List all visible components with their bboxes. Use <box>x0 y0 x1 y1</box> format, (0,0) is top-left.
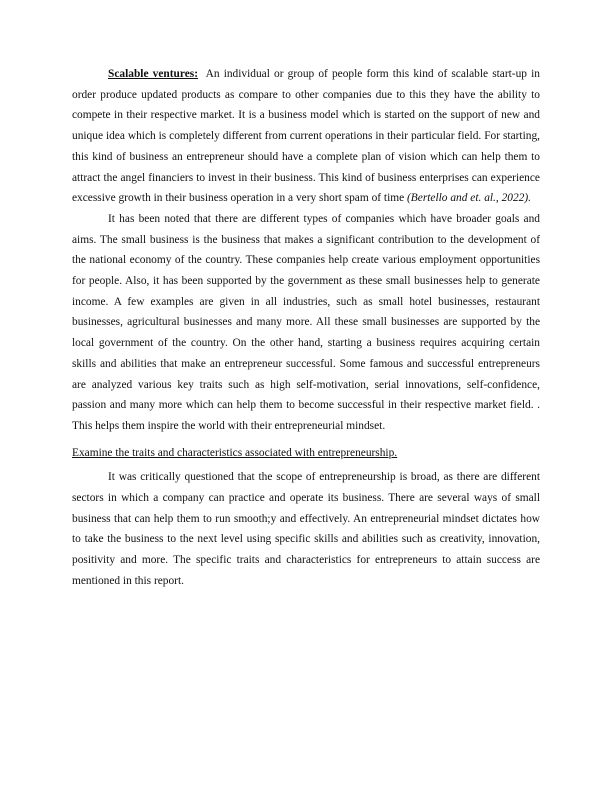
document-page <box>72 64 540 592</box>
scalable-ventures-heading: Scalable ventures: <box>108 68 198 80</box>
citation-bertello: (Bertello and et. al., 2022). <box>407 192 532 205</box>
scalable-ventures-text: An individual or group of people form this kind of scalable start-up in order produce updated products as compare to other companies due to this they have the ability to compete in their respective market. It is a business model which is started on the support of new and unique idea which is completely different from current operations in their particular field. For starting, this kind of business an entrepreneur should have a complete plan of vision which can help them to attract the angel financiers to invest in their business. This kind of business enterprises can experience excessive growth in their business operation in a very short spam of time <box>72 68 540 205</box>
scalable-ventures-paragraph <box>72 64 540 209</box>
section-heading-traits: Examine the traits and characteristics associated with entrepreneurship. <box>72 446 398 459</box>
business-types-paragraph: It has been noted that there are different types of companies which have broader goals and aims. The small business is the business that makes a significant contribution to the development of the national economy of the country. These companies help create various employment opportunities for people. Also, it has been supported by the government as these small businesses help to generate income. A few examples are given in all industries, such as small hotel businesses, restaurant businesses, agricultural businesses and many more. All these small businesses are supported by the local government of the country. On the other hand, starting a business requires acquiring certain skills and abilities that make an entrepreneur successful. Some famous and successful entrepreneurs are analyzed various key traits such as high self-motivation, serial innovations, self-confidence, passion and many more which can help them to become successful in their respective market field. . This helps them inspire the world with their entrepreneurial mindset. <box>72 212 540 432</box>
entrepreneurship-scope-paragraph: It was critically questioned that the scope of entrepreneurship is broad, as there are different sectors in which a company can practice and operate its business. There are several ways of small business that can help them to run smooth;y and effectively. An entrepreneurial mindset dictates how to take the business to the next level using specific skills and abilities such as creativity, innovation, positivity and more. The specific traits and characteristics for entrepreneurs to attain success are mentioned in this report. <box>72 471 540 587</box>
